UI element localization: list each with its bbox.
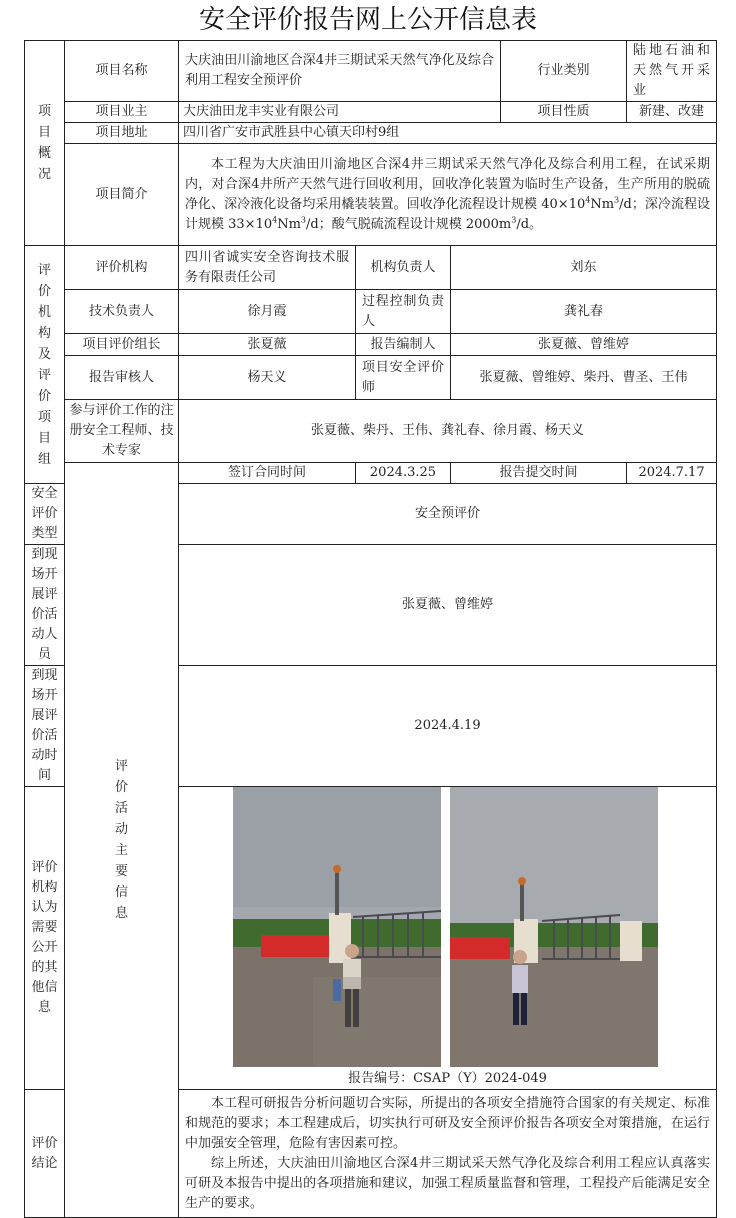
- time-label: 到现场开展评价活动时间: [25, 666, 65, 787]
- section-activities: 评价活动主要信息: [65, 463, 179, 1218]
- site-photo-left: [233, 787, 441, 1067]
- project-name: 大庆油田川渝地区合深4井三期试采天然气净化及综合利用工程安全预评价: [179, 41, 501, 102]
- report-number: 报告编号：CSAP（Y）2024-049: [348, 1071, 547, 1086]
- conclusion-para-1: 本工程可研报告分析问题切合实际，所提出的各项安全措施符合国家的有关规定、标准和规范的要求；本工程建成后，切实执行可研及安全预评价报告各项安全对策措施，在运行中加强安全管理，危险有害因素可控。: [185, 1095, 711, 1151]
- submit-label: 报告提交时间: [451, 463, 627, 484]
- summary-text: 本工程为大庆油田川渝地区合深4井三期试采天然气净化及综合利用工程，在试采期内，对合深4井所产天然气进行回收利用，回收净化装置为临时生产设备，生产所用的脱硫净化、深冷液化设备均采用橇装装置。回收净化流程设计规模 $40\times 10^4Nm^3/d$；深冷流程设计规模 $33\times 10^4Nm^3/d$；酸气脱硫流程设计规模 $2000m^3/d$。: [179, 144, 717, 246]
- tech-value: 徐月霞: [179, 290, 356, 334]
- contract-value: 2024.3.25: [356, 463, 451, 484]
- page-title: 安全评价报告网上公开信息表: [198, 5, 537, 35]
- submit-value: 2024.7.17: [627, 463, 717, 484]
- head-label: 机构负责人: [356, 246, 451, 290]
- nature-label: 项目性质: [501, 102, 627, 123]
- other-info-label: 评价机构认为需要公开的其他信息: [25, 787, 65, 1090]
- staff-value: 张夏薇、曾维婷: [179, 545, 717, 666]
- conclusion-label: 评价结论: [25, 1090, 65, 1218]
- summary-label: 项目简介: [65, 144, 179, 246]
- reviewer-label: 报告审核人: [65, 356, 179, 400]
- address-label: 项目地址: [65, 123, 179, 144]
- process-value: 龚礼春: [451, 290, 717, 334]
- site-photos: [179, 787, 717, 1090]
- org-value: 四川省诚实安全咨询技术服务有限责任公司: [179, 246, 356, 290]
- site-photo-right: [450, 787, 658, 1067]
- experts-label: 参与评价工作的注册安全工程师、技术专家: [65, 400, 179, 463]
- info-table: [24, 40, 717, 1218]
- evaluators-label: 项目安全评价师: [356, 356, 451, 400]
- section-agency: 评价机构及评价项目组: [25, 246, 65, 484]
- process-label: 过程控制负责人: [356, 290, 451, 334]
- project-name-label: 项目名称: [65, 41, 179, 102]
- writer-label: 报告编制人: [356, 334, 451, 356]
- staff-label: 到现场开展评价活动人员: [25, 545, 65, 666]
- leader-value: 张夏薇: [179, 334, 356, 356]
- type-label: 安全评价类型: [25, 484, 65, 545]
- experts-value: 张夏薇、柴丹、王伟、龚礼春、徐月霞、杨天义: [179, 400, 717, 463]
- contract-label: 签订合同时间: [179, 463, 356, 484]
- time-value: 2024.4.19: [179, 666, 717, 787]
- industry-label: 行业类别: [501, 41, 627, 102]
- leader-label: 项目评价组长: [65, 334, 179, 356]
- conclusion-para-2: 综上所述，大庆油田川渝地区合深4井三期试采天然气净化及综合利用工程应认真落实可研及本报告中提出的各项措施和建议，加强工程质量监督和管理，工程投产后能满足安全生产的要求。: [185, 1155, 711, 1211]
- section-overview: 项目概况: [25, 41, 65, 246]
- conclusion-text: [179, 1090, 717, 1218]
- writer-value: 张夏薇、曾维婷: [451, 334, 717, 356]
- head-value: 刘东: [451, 246, 717, 290]
- type-value: 安全预评价: [179, 484, 717, 545]
- tech-label: 技术负责人: [65, 290, 179, 334]
- owner-label: 项目业主: [65, 102, 179, 123]
- industry-value: 陆地石油和天然气开采业: [627, 41, 717, 102]
- org-label: 评价机构: [65, 246, 179, 290]
- reviewer-value: 杨天义: [179, 356, 356, 400]
- owner-value: 大庆油田龙丰实业有限公司: [179, 102, 501, 123]
- address-value: 四川省广安市武胜县中心镇天印村9组: [179, 123, 717, 144]
- evaluators-value: 张夏薇、曾维婷、柴丹、曹圣、王伟: [451, 356, 717, 400]
- nature-value: 新建、改建: [627, 102, 717, 123]
